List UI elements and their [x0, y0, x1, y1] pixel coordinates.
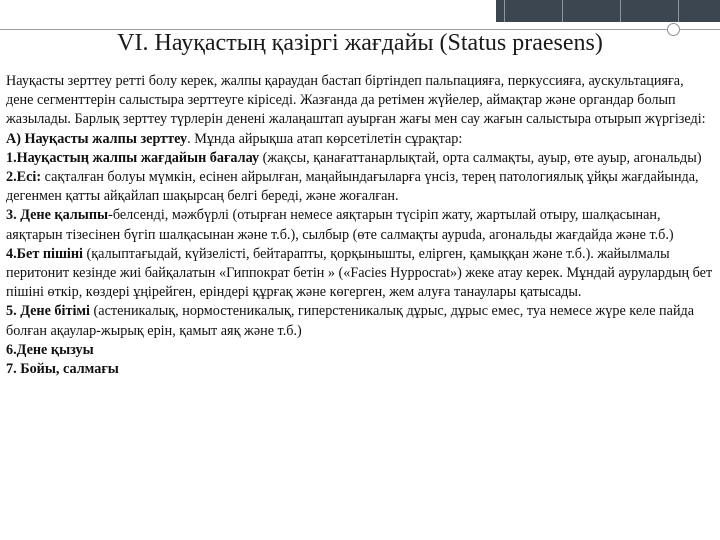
item-text: сақталған болуы мүмкін, есінен айрылған, маңайындағыларға үнсіз, терең патологиялық ұйқы жағдайында, дегенмен қатты айқайлап шақырсаң белгі береді, және жоғалған. — [6, 169, 699, 205]
item-text: (қалыптағыдай, күйзелісті, бейтарапты, қорқынышты, елірген, қамыққан және т.б.). жайылмалы перитонит кезінде жиі байқалатын «Гиппократ бетін » («Facies Hyppocrat») жеке атау керек. Мұндай аурулардың бет пішіні өткір, көздері ұңірейген, еріндері құрғақ және көгерген, жем алуға танаулары қатысады. — [6, 245, 713, 301]
item-heading: 5. Дене бітімі — [6, 303, 90, 320]
item-text: (жақсы, қанағаттанарлықтай, орта салмақты, ауыр, өте ауыр, агональды) — [259, 149, 702, 166]
item-heading: 2.Есі: — [6, 169, 42, 186]
list-item — [6, 168, 714, 206]
item-text: (астеникалық, нормостеникалық, гиперстеникалық дұрыс, дұрыс емес, туа немесе жүре келе пайда болған ақаулар-жырық ерін, қамыт аяқ және т.б.) — [6, 303, 695, 339]
section-a-heading: А) Науқасты жалпы зерттеу — [6, 130, 188, 147]
item-text: -белсенді, мәжбүрлі (отырған немесе аяқтарын түсіріп жату, жартылай отыру, шалқасынан, аяқтарын тізесінен бүгіп шалқасынан және т.б.), сылбыр (өте салмақты аурuda, агональды жағдайда және т.б.) — [6, 207, 674, 243]
top-block-divider — [504, 0, 505, 22]
item-heading: 4.Бет пішіні — [6, 245, 83, 262]
top-decor-bar — [0, 0, 720, 22]
slide-body — [6, 72, 714, 379]
item-heading: 3. Дене қалыпы — [6, 207, 109, 224]
list-item — [6, 206, 714, 244]
top-block-divider — [620, 0, 621, 22]
intro-paragraph: Науқасты зерттеу ретті болу керек, жалпы қараудан бастап біртіндеп пальпацияға, перкуссияға, аускультацияға, дене сегменттерін салыстыра зерттеуге кіріседі. Жазғанда да ретімен жүйелер, аймақтар және органдар болып жазылады. Барлық зерттеу түрлерін денені жалаңаштап ауырған жағы мен сау жағын салыстыра отырып жүргізеді: — [6, 73, 706, 128]
item-heading: 7. Бойы, салмағы — [6, 361, 119, 378]
top-dark-block — [496, 0, 720, 22]
item-heading: 6.Дене қызуы — [6, 341, 94, 358]
list-item — [6, 149, 714, 168]
list-item — [6, 245, 714, 303]
list-item — [6, 302, 714, 340]
section-a — [6, 130, 714, 149]
top-block-divider — [562, 0, 563, 22]
list-item — [6, 360, 714, 379]
section-a-text: . Мұнда айрықша атап көрсетілетін сұрақтар: — [187, 130, 463, 147]
list-item — [6, 341, 714, 360]
top-block-divider — [678, 0, 679, 22]
item-heading: 1.Науқастың жалпы жағдайын бағалау — [6, 149, 260, 166]
slide-title: VI. Науқастың қазіргі жағдайы (Status praesens) — [117, 30, 603, 56]
